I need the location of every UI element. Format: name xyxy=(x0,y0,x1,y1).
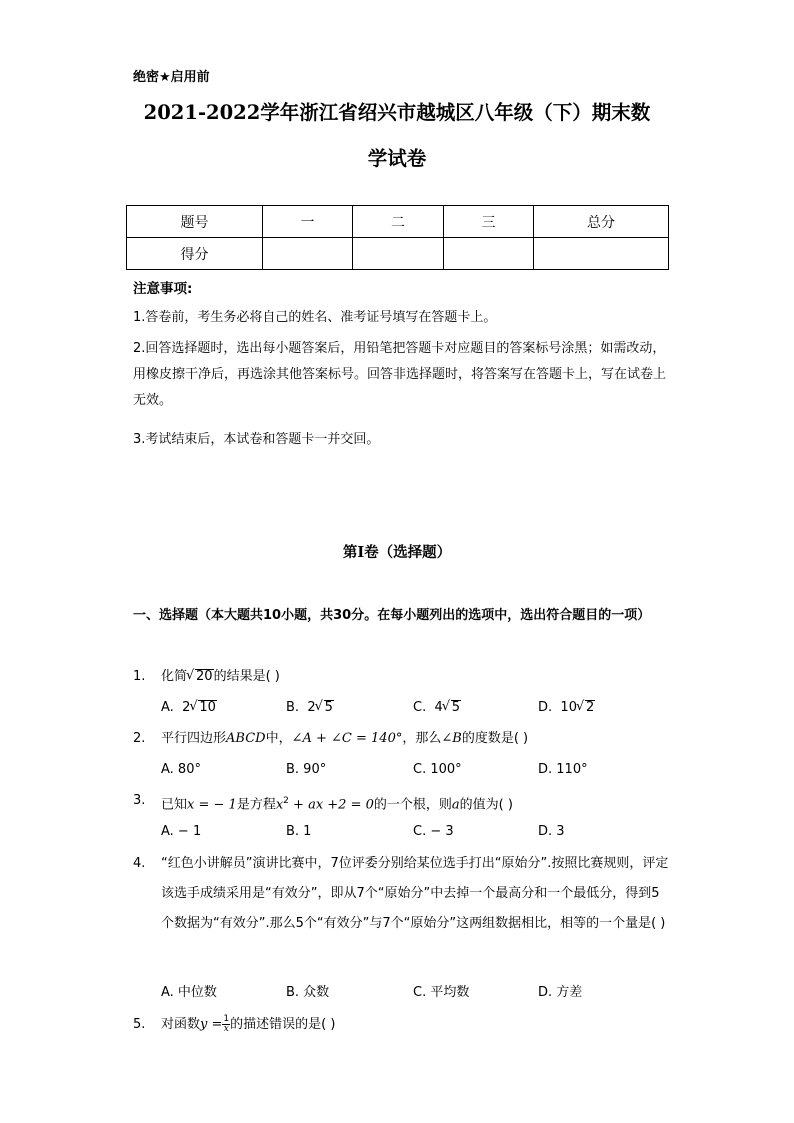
score-cell[interactable] xyxy=(534,238,669,270)
q-text: 中， xyxy=(265,731,292,746)
question-text: “红色小讲解员”演讲比赛中，7位评委分别给某位选手打出“原始分”.按照比赛规则，评定该选手成绩采用是“有效分”，即从7个“原始分”中去掉一个最高分和一个最低分，得到5个数据为“有效分”.那么5个“有效分”与7个“原始分”这两组数据相比，相等的一个量是( ) xyxy=(161,856,669,931)
sqrt-expression xyxy=(190,700,217,715)
radicand: 5 xyxy=(324,700,333,715)
math-expression: + ax +2 = 0 xyxy=(288,797,374,813)
question-text xyxy=(161,662,669,692)
math-expression: x xyxy=(275,797,284,813)
score-header-cell: 总分 xyxy=(534,206,669,238)
sqrt-expression xyxy=(187,662,214,692)
score-header-cell: 二 xyxy=(353,206,444,238)
fraction xyxy=(222,1015,230,1034)
option-coef: 10 xyxy=(560,700,577,715)
note-item: 1.答卷前，考生务必将自己的姓名、准考证号填写在答题卡上。 xyxy=(133,310,497,325)
section-label: 一、选择题 xyxy=(133,608,199,623)
q-text: 对函数 xyxy=(161,1017,201,1032)
option-c[interactable]: C. 100° xyxy=(413,762,462,777)
option-a[interactable] xyxy=(161,700,217,715)
q-text: 化简 xyxy=(161,669,188,684)
option-d[interactable]: D. 方差 xyxy=(538,985,583,1000)
score-row-label: 得分 xyxy=(127,238,263,270)
fraction-denominator: x xyxy=(223,1024,229,1034)
math-expression: ABCD xyxy=(226,731,266,746)
radicand: 10 xyxy=(199,700,216,715)
section-desc: （本大题共10小题，共30分。在每小题列出的选项中，选出符合题目的一项） xyxy=(198,608,651,623)
math-expression: ∠B xyxy=(441,731,462,746)
option-d[interactable]: D. 110° xyxy=(538,762,588,777)
option-coef: 4 xyxy=(434,700,443,715)
fraction-numerator: 1 xyxy=(223,1014,230,1024)
score-header-cell: 三 xyxy=(444,206,534,238)
option-a[interactable]: A. 80° xyxy=(161,762,201,777)
secret-label: 绝密★启用前 xyxy=(133,70,210,85)
part-title: 第Ⅰ卷（选择题） xyxy=(342,544,452,561)
score-header-cell: 题号 xyxy=(127,206,263,238)
q-text: 是方程 xyxy=(236,797,276,813)
question-number: 1. xyxy=(133,669,146,684)
option-label: C. xyxy=(413,700,427,715)
section-heading xyxy=(133,601,669,631)
score-cell[interactable] xyxy=(353,238,444,270)
question-number: 4. xyxy=(133,856,146,871)
question-number: 5. xyxy=(133,1017,146,1032)
score-table xyxy=(126,205,669,270)
option-d[interactable] xyxy=(538,700,595,715)
option-c[interactable]: C. − 3 xyxy=(413,824,454,839)
question-text xyxy=(161,724,669,754)
note-item: 3.考试结束后，本试卷和答题卡一并交回。 xyxy=(133,432,380,447)
exam-title-line1: 2021-2022学年浙江省绍兴市越城区八年级（下）期末数 xyxy=(143,101,651,124)
q-text: 平行四边形 xyxy=(161,731,227,746)
option-b[interactable] xyxy=(286,700,334,715)
math-exponent: 2 xyxy=(283,796,289,806)
option-b[interactable]: B. 1 xyxy=(286,824,312,839)
score-cell[interactable] xyxy=(444,238,534,270)
score-header-cell: 一 xyxy=(263,206,353,238)
option-c[interactable] xyxy=(413,700,461,715)
q-text: 的描述错误的是( ) xyxy=(230,1017,336,1032)
option-c[interactable]: C. 平均数 xyxy=(413,985,470,1000)
option-coef: 2 xyxy=(182,700,191,715)
math-expression: x = − 1 xyxy=(187,797,237,813)
sqrt-expression xyxy=(443,700,461,715)
option-b[interactable]: B. 90° xyxy=(286,762,327,777)
option-label: B. xyxy=(286,700,300,715)
option-a[interactable]: A. 中位数 xyxy=(161,985,217,1000)
option-label: D. xyxy=(538,700,553,715)
q-text: 的一个根，则 xyxy=(373,797,452,813)
math-expression: a xyxy=(451,797,460,813)
question-number: 2. xyxy=(133,731,146,746)
radicand: 2 xyxy=(585,700,595,715)
q-text: ，那么 xyxy=(402,731,442,746)
math-expression: y = xyxy=(200,1017,223,1032)
notes-heading: 注意事项: xyxy=(133,281,193,297)
option-d[interactable]: D. 3 xyxy=(538,824,565,839)
radicand: 5 xyxy=(451,700,461,715)
sqrt-expression xyxy=(316,700,334,715)
note-item: 2.回答选择题时，选出每小题答案后，用铅笔把答题卡对应题目的答案标号涂黑；如需改动，用橡皮擦干净后，再选涂其他答案标号。回答非选择题时，将答案写在答题卡上，写在试卷上无效。 xyxy=(133,341,667,408)
option-label: A. xyxy=(161,700,174,715)
option-coef: 2 xyxy=(307,700,316,715)
option-a[interactable]: A. − 1 xyxy=(161,824,202,839)
score-table-score-row xyxy=(127,238,669,270)
math-expression: ∠A + ∠C = 140° xyxy=(291,731,403,746)
q-text: 已知 xyxy=(161,797,188,813)
q-text: 的结果是( ) xyxy=(213,669,280,684)
option-b[interactable]: B. 众数 xyxy=(286,985,330,1000)
q-text: 的值为( ) xyxy=(459,797,513,813)
exam-title-line2: 学试卷 xyxy=(367,147,427,170)
score-table-header-row xyxy=(127,206,669,238)
question-number: 3. xyxy=(133,793,146,808)
sqrt-expression xyxy=(577,700,595,715)
radicand: 20 xyxy=(196,669,213,684)
question-text xyxy=(161,786,669,820)
score-cell[interactable] xyxy=(263,238,353,270)
q-text: 的度数是( ) xyxy=(461,731,529,746)
question-text xyxy=(161,1010,669,1040)
